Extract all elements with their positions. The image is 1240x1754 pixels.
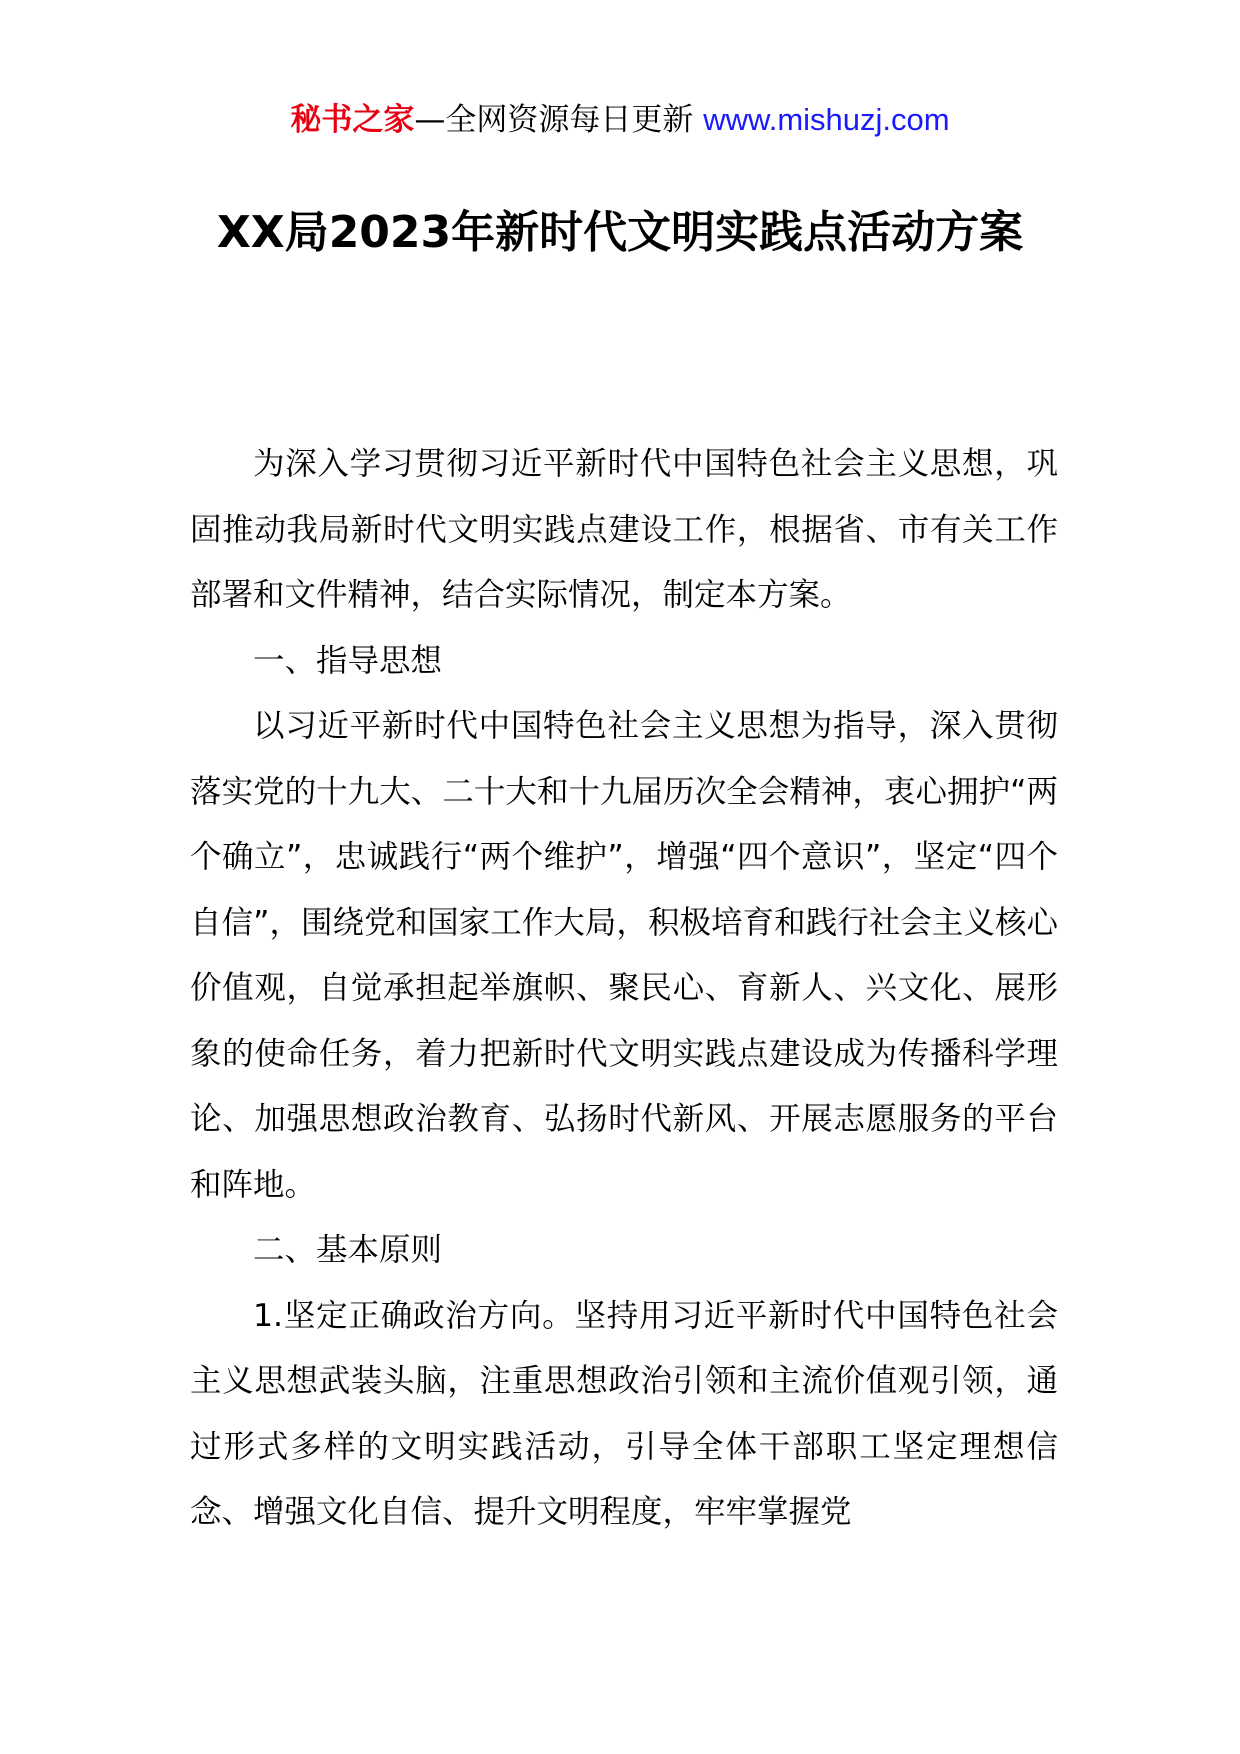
site-brand: 秘书之家 — [290, 102, 415, 138]
site-url-link[interactable]: www.mishuzj.com — [703, 102, 950, 137]
intro-paragraph: 为深入学习贯彻习近平新时代中国特色社会主义思想，巩固推动我局新时代文明实践点建设工作，根据省、市有关工作部署和文件精神，结合实际情况，制定本方案。 — [190, 446, 1058, 613]
section-heading-guiding-thought: 一、指导思想 — [253, 642, 443, 679]
site-tagline: —全网资源每日更新 — [414, 102, 704, 138]
section-heading-basic-principles: 二、基本原则 — [253, 1232, 443, 1268]
principle-1-paragraph: 1.坚定正确政治方向。坚持用习近平新时代中国特色社会主义思想武装头脑，注重思想政治引领和主流价值观引领，通过形式多样的文明实践活动，引导全体干部职工坚定理想信念、增强文化自信、提升文明程度，牢牢掌握党 — [190, 1297, 1058, 1530]
document-title: XX局2023年新时代文明实践点活动方案 — [216, 207, 1024, 258]
document-body — [190, 432, 1058, 1546]
site-header — [0, 100, 1240, 140]
guiding-thought-paragraph: 以习近平新时代中国特色社会主义思想为指导，深入贯彻落实党的十九大、二十大和十九届历次全会精神，衷心拥护“两个确立”，忠诚践行“两个维护”，增强“四个意识”，坚定“四个自信”，围绕党和国家工作大局，积极培育和践行社会主义核心价值观，自觉承担起举旗帜、聚民心、育新人、兴文化、展形象的使命任务，着力把新时代文明实践点建设成为传播科学理论、加强思想政治教育、弘扬时代新风、开展志愿服务的平台和阵地。 — [190, 708, 1058, 1203]
